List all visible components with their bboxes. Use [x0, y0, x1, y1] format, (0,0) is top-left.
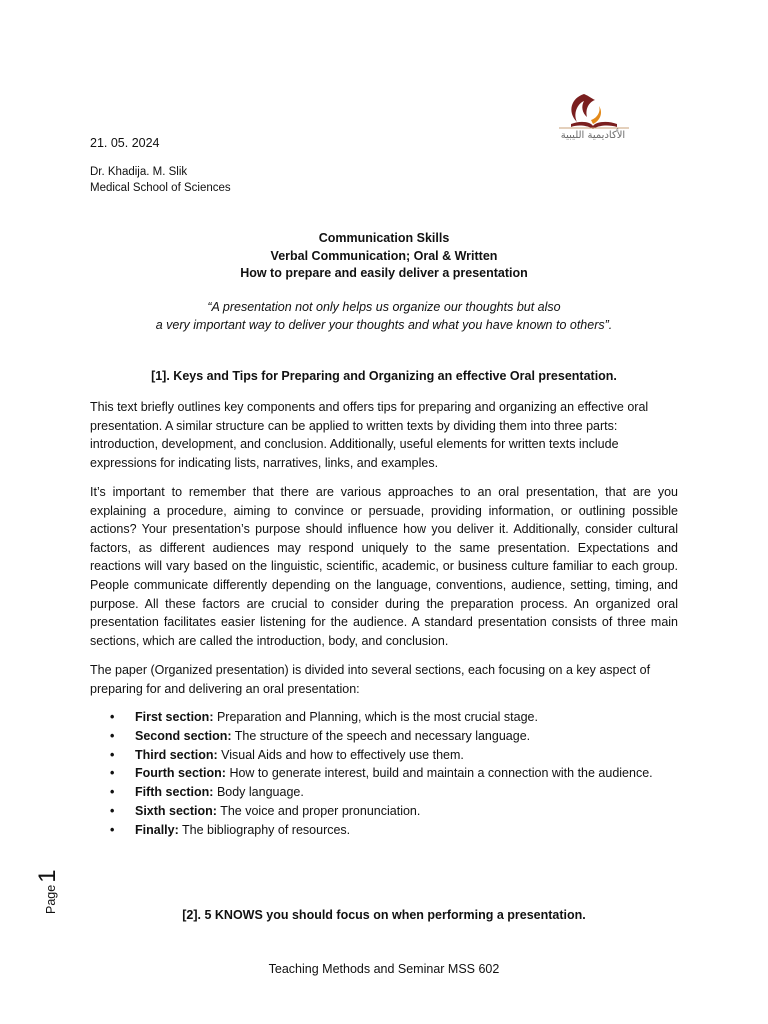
list-item-label: Sixth section:: [135, 803, 217, 818]
page-number-marker: [22, 862, 72, 914]
logo-emblem-icon: [551, 90, 635, 152]
list-item: [90, 783, 678, 802]
institution-logo: [551, 90, 635, 152]
paragraph-1-line: This text briefly outlines key components and offers tips for preparing and organizing an effective oral: [90, 400, 649, 414]
document-titles: [90, 230, 678, 283]
list-item-text: Body language.: [213, 785, 304, 800]
sections-list: [90, 708, 678, 840]
author-block: [90, 164, 231, 196]
section-1-heading: [1]. Keys and Tips for Preparing and Organizing an effective Oral presentation.: [151, 369, 617, 383]
list-item-text: Preparation and Planning, which is the most crucial stage.: [213, 710, 538, 724]
page-word: Page: [44, 884, 58, 914]
list-item-label: First section:: [135, 710, 214, 724]
page-number: 1: [34, 869, 61, 883]
author-affiliation: Medical School of Sciences: [90, 182, 231, 194]
page-footer: Teaching Methods and Seminar MSS 602: [268, 962, 500, 976]
document-date: 21. 05. 2024: [90, 136, 160, 150]
author-name: Dr. Khadija. M. Slik: [90, 166, 188, 178]
list-item-text: How to generate interest, build and maintain a connection with the audience.: [225, 766, 653, 781]
list-item: [90, 708, 678, 727]
title-line-1: Communication Skills: [318, 231, 450, 245]
list-item-text: The voice and proper pronunciation.: [216, 803, 421, 818]
paragraph-1-line: presentation. A similar structure can be applied to written texts by dividing them into three parts:: [90, 418, 618, 433]
list-item-text: The bibliography of resources.: [178, 822, 351, 837]
paragraph-3-line: preparing for and delivering an oral presentation:: [90, 681, 360, 696]
list-item-label: Fourth section:: [135, 766, 226, 781]
title-line-2: Verbal Communication; Oral & Written: [270, 248, 498, 263]
quote-line-2: a very important way to deliver your thoughts and what you have known to others”.: [155, 318, 613, 332]
section-2-heading: [2]. 5 KNOWS you should focus on when performing a presentation.: [182, 908, 586, 922]
paragraph-1: [90, 398, 678, 472]
list-item-label: Third section:: [135, 747, 218, 762]
paragraph-3: [90, 661, 678, 698]
list-item-label: Finally:: [135, 822, 179, 837]
quote-line-1: “A presentation not only helps us organize our thoughts but also: [207, 300, 561, 314]
paragraph-1-line: introduction, development, and conclusion. Additionally, useful elements for written texts include: [90, 437, 619, 452]
list-item: [90, 821, 678, 840]
list-item-text: The structure of the speech and necessary language.: [231, 728, 531, 743]
list-item: [90, 727, 678, 746]
list-item-text: Visual Aids and how to effectively use them.: [217, 747, 464, 762]
list-item-label: Second section:: [135, 728, 232, 743]
paragraph-1-line: expressions for indicating lists, narratives, links, and examples.: [90, 455, 439, 470]
list-item: [90, 802, 678, 821]
paragraph-2: It’s important to remember that there are various approaches to an oral presentation, that are you explaining a procedure, aiming to convince or persuade, providing information, or outlining possible actions? Your presentation’s purpose should influence how you deliver it. Additionally, consider cultural factors, as different audiences may respond uniquely to the same presentation. Expectations and reactions will vary based on the linguistic, scientific, academic, or business culture familiar to each group. People communicate differently depending on the language, conventions, audience, setting, timing, and purpose. All these factors are crucial to consider during the preparation process. An organized oral presentation facilitates easier listening for the audience. A standard presentation consists of three main sections, which are called the introduction, body, and conclusion.: [90, 485, 678, 648]
paragraph-3-line: The paper (Organized presentation) is divided into several sections, each focusing on a key aspect of: [90, 663, 651, 677]
epigraph-quote: [90, 298, 678, 334]
list-item-label: Fifth section:: [135, 785, 214, 800]
title-line-3: How to prepare and easily deliver a presentation: [240, 266, 528, 280]
list-item: [90, 764, 678, 783]
logo-text: الأكاديمية الليبية: [560, 130, 626, 141]
list-item: [90, 746, 678, 765]
